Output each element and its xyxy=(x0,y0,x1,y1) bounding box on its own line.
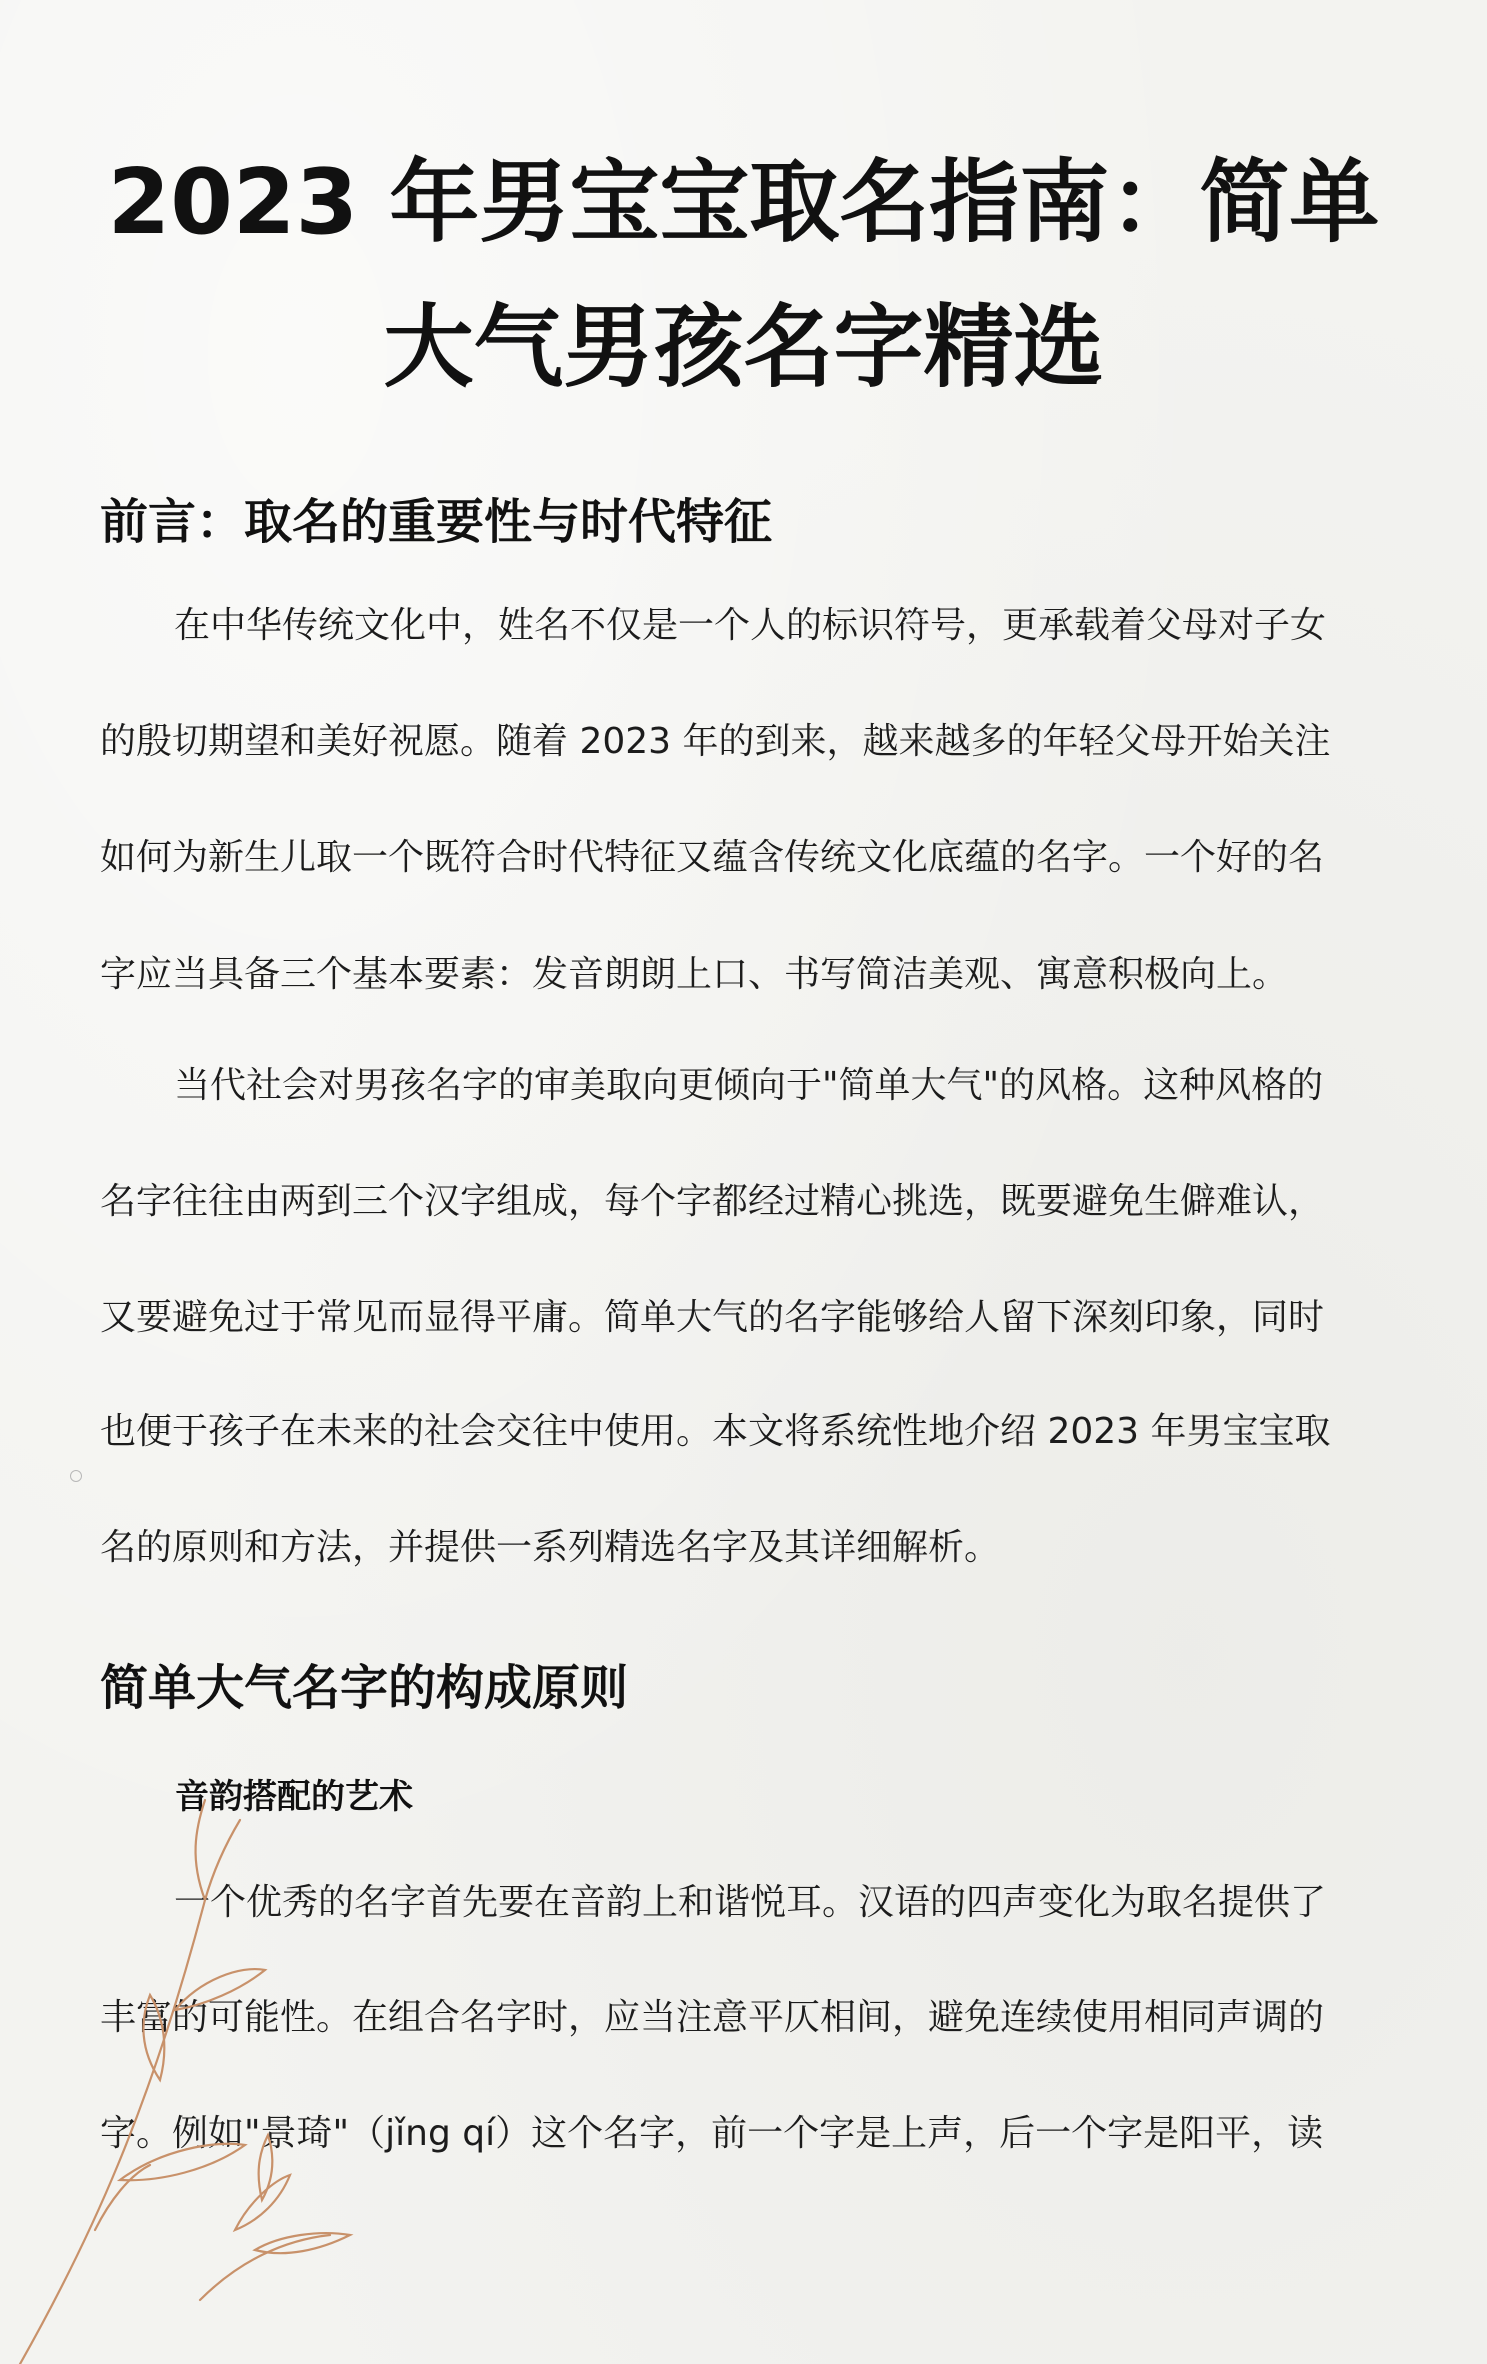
section-heading-preface: 前言：取名的重要性与时代特征 xyxy=(100,494,773,550)
title-line-1: 2023 年男宝宝取名指南：简单 xyxy=(107,150,1380,255)
paragraph-line: 当代社会对男孩名字的审美取向更倾向于"简单大气"的风格。这种风格的 xyxy=(174,1065,1324,1106)
paragraph-line: 又要避免过于常见而显得平庸。简单大气的名字能够给人留下深刻印象，同时 xyxy=(100,1297,1325,1338)
subsection-heading-phonology: 音韵搭配的艺术 xyxy=(175,1777,413,1817)
paragraph-line: 字。例如"景琦"（jǐng qí）这个名字，前一个字是上声，后一个字是阳平，读 xyxy=(100,2113,1324,2154)
paragraph-line: 字应当具备三个基本要素：发音朗朗上口、书写简洁美观、寓意积极向上。 xyxy=(100,954,1289,995)
paragraph-line: 如何为新生儿取一个既符合时代特征又蕴含传统文化底蕴的名字。一个好的名 xyxy=(100,837,1325,878)
paragraph-line: 名字往往由两到三个汉字组成，每个字都经过精心挑选，既要避免生僻难认， xyxy=(100,1181,1325,1222)
title-line-2: 大气男孩名字精选 xyxy=(383,295,1104,400)
paragraph-line: 名的原则和方法，并提供一系列精选名字及其详细解析。 xyxy=(100,1527,1001,1568)
paragraph-line: 的殷切期望和美好祝愿。随着 2023 年的到来，越来越多的年轻父母开始关注 xyxy=(100,721,1331,762)
leaf-branch-icon xyxy=(0,1780,420,2364)
paragraph-line: 也便于孩子在未来的社会交往中使用。本文将系统性地介绍 2023 年男宝宝取 xyxy=(100,1411,1331,1452)
decorative-circle-icon xyxy=(70,1470,82,1482)
paragraph-line: 在中华传统文化中，姓名不仅是一个人的标识符号，更承载着父母对子女 xyxy=(174,605,1327,646)
section-heading-principles: 简单大气名字的构成原则 xyxy=(100,1660,629,1716)
paragraph-line: 一个优秀的名字首先要在音韵上和谐悦耳。汉语的四声变化为取名提供了 xyxy=(174,1882,1327,1923)
document-title xyxy=(70,130,1417,420)
paragraph-line: 丰富的可能性。在组合名字时，应当注意平仄相间，避免连续使用相同声调的 xyxy=(100,1997,1325,2038)
